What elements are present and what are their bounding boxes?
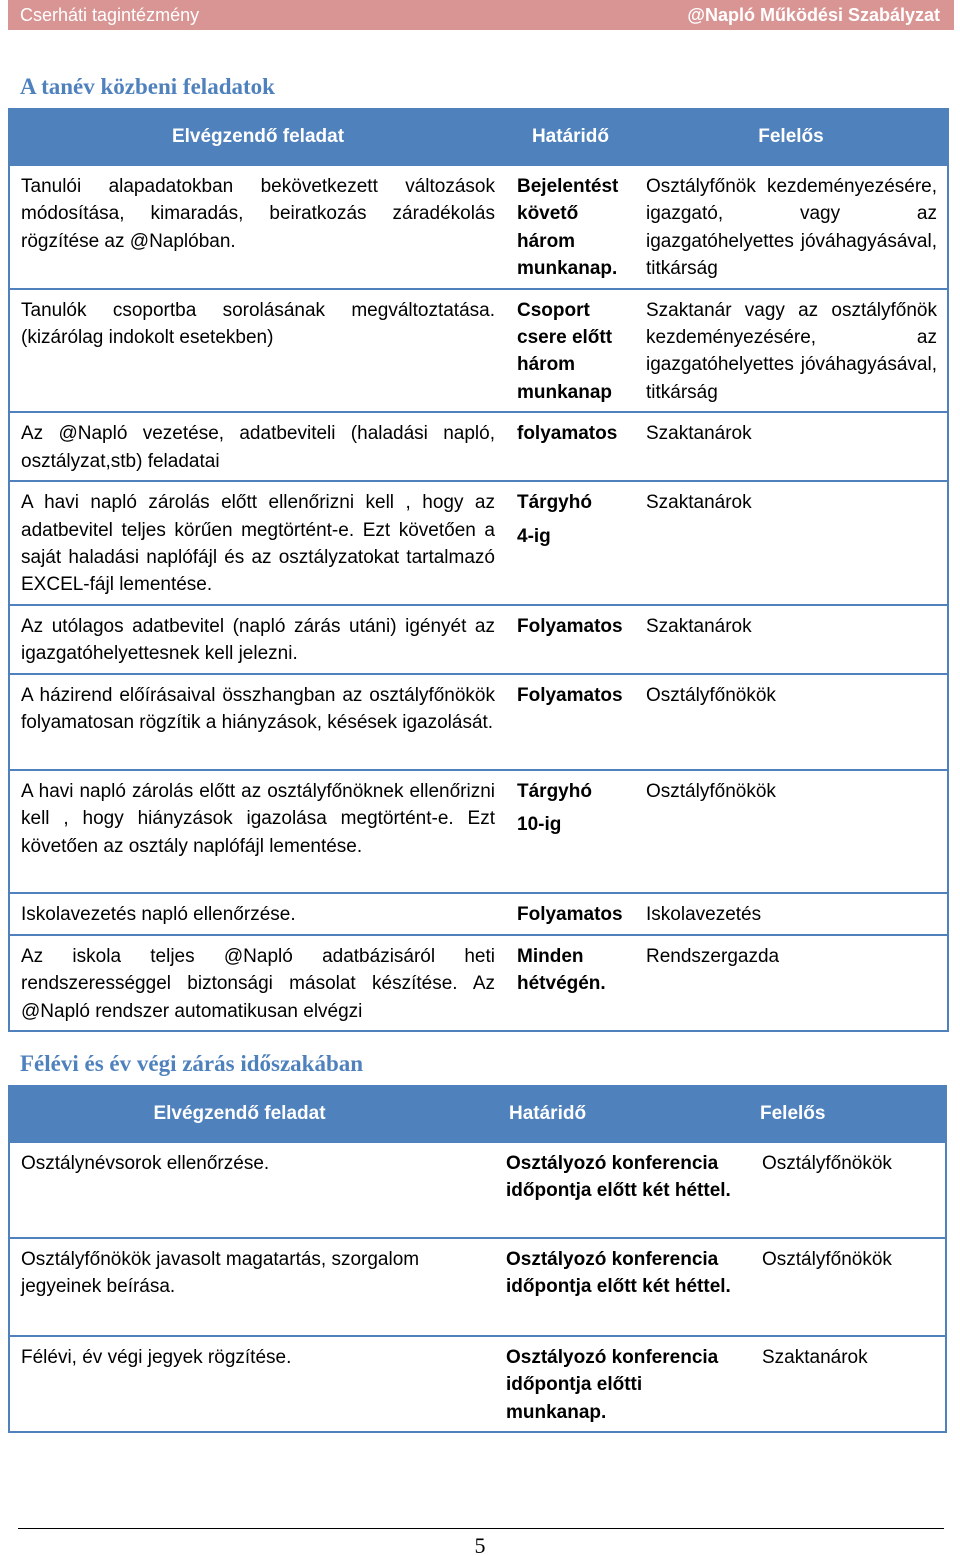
responsible-cell: Szaktanárok: [635, 412, 948, 481]
responsible-cell: Osztályfőnökök: [635, 770, 948, 893]
deadline-cell: Folyamatos: [506, 605, 635, 674]
footer-divider: [18, 1528, 944, 1529]
responsible-cell: Osztályfőnök kezdeményezésére, igazgató, vagy az igazgatóhelyettes jóváhagyásával, titkárság: [635, 165, 948, 289]
task-cell: A havi napló zárolás előtt az osztályfőnöknek ellenőrizni kell , hogy hiányzások igazolása megtörtént-e. Ezt követően az osztály naplófájl lementése.: [9, 770, 506, 893]
task-cell: Osztályfőnökök javasolt magatartás, szorgalom jegyeinek beírása.: [9, 1238, 495, 1336]
responsible-cell: Rendszergazda: [635, 935, 948, 1031]
section-title-school-year-tasks: A tanév közbeni feladatok: [20, 74, 275, 99]
table-header-row: [9, 109, 948, 165]
responsible-cell: Iskolavezetés: [635, 893, 948, 935]
deadline-line-1: Tárgyhó: [517, 780, 592, 802]
deadline-cell: folyamatos: [506, 412, 635, 481]
task-cell: Iskolavezetés napló ellenőrzése.: [9, 893, 506, 935]
deadline-cell: Minden hétvégén.: [506, 935, 635, 1031]
table-row: [9, 289, 948, 413]
responsible-cell: Szaktanárok: [635, 481, 948, 605]
header-document-title: @Napló Működési Szabályzat: [687, 4, 940, 25]
responsible-cell: Osztályfőnökök: [635, 674, 948, 770]
table-row: [9, 605, 948, 674]
table-header-row: [9, 1086, 946, 1142]
task-cell: Az utólagos adatbevitel (napló zárás utáni) igényét az igazgatóhelyettesnek kell jelezni.: [9, 605, 506, 674]
deadline-cell: Folyamatos: [506, 674, 635, 770]
deadline-cell: Folyamatos: [506, 893, 635, 935]
deadline-line-2: 10-ig: [517, 814, 562, 836]
table-row: [9, 1238, 946, 1336]
task-cell: Tanulók csoportba sorolásának megváltoztatása. (kizárólag indokolt esetekben): [9, 289, 506, 413]
deadline-cell: [506, 770, 635, 893]
task-cell: Az @Napló vezetése, adatbeviteli (haladási napló, osztályzat,stb) feladatai: [9, 412, 506, 481]
deadline-cell: Osztályozó konferencia időpontja előtt két héttel.: [495, 1142, 754, 1238]
table-row: [9, 674, 948, 770]
deadline-line-2: 4-ig: [517, 525, 551, 547]
deadline-cell: Csoport csere előtt három munkanap: [506, 289, 635, 413]
responsible-cell: Osztályfőnökök: [754, 1142, 946, 1238]
task-cell: Tanulói alapadatokban bekövetkezett változások módosítása, kimaradás, beiratkozás záradékolás rögzítése az @Naplóban.: [9, 165, 506, 289]
table-row: [9, 935, 948, 1031]
page-number: 5: [474, 1533, 486, 1556]
deadline-cell: Bejelentést követő három munkanap.: [506, 165, 635, 289]
column-header-task: Elvégzendő feladat: [9, 109, 506, 165]
column-header-deadline: Határidő: [495, 1086, 754, 1142]
deadline-cell: [506, 481, 635, 605]
deadline-cell: Osztályozó konferencia időpontja előtti munkanap.: [495, 1336, 754, 1432]
header-institution: Cserháti tagintézmény: [20, 4, 200, 25]
deadline-cell: Osztályozó konferencia időpontja előtt két héttel.: [495, 1238, 754, 1336]
task-cell: Osztálynévsorok ellenőrzése.: [9, 1142, 495, 1238]
column-header-responsible: Felelős: [635, 109, 948, 165]
school-year-tasks-table: [8, 108, 949, 1032]
table-row: [9, 1142, 946, 1238]
responsible-cell: Szaktanárok: [635, 605, 948, 674]
responsible-cell: Szaktanár vagy az osztályfőnök kezdeményezésére, az igazgatóhelyettes jóváhagyásával, titkárság: [635, 289, 948, 413]
table-row: [9, 412, 948, 481]
deadline-line-1: Tárgyhó: [517, 492, 592, 514]
table-row: [9, 165, 948, 289]
task-cell: Az iskola teljes @Napló adatbázisáról heti rendszerességgel biztonsági másolat készítése. Az @Napló rendszer automatikusan elvégzi: [9, 935, 506, 1031]
task-cell: Félévi, év végi jegyek rögzítése.: [9, 1336, 495, 1432]
page-header: [8, 0, 954, 30]
task-cell: A havi napló zárolás előtt ellenőrizni kell , hogy az adatbevitel teljes körűen megtörtént-e. Ezt követően a saját haladási naplófájl és az osztályzatokat tartalmazó EXCEL-fájl lementése.: [9, 481, 506, 605]
table-row: [9, 770, 948, 893]
semester-closing-table: [8, 1085, 947, 1433]
responsible-cell: Osztályfőnökök: [754, 1238, 946, 1336]
table-row: [9, 481, 948, 605]
responsible-cell: Szaktanárok: [754, 1336, 946, 1432]
column-header-task: Elvégzendő feladat: [9, 1086, 495, 1142]
column-header-deadline: Határidő: [506, 109, 635, 165]
section-title-semester-closing: Félévi és év végi zárás időszakában: [20, 1051, 364, 1076]
table-row: [9, 1336, 946, 1432]
task-cell: A házirend előírásaival összhangban az osztályfőnökök folyamatosan rögzítik a hiányzások, késések igazolását.: [9, 674, 506, 770]
table-row: [9, 893, 948, 935]
column-header-responsible: Felelős: [754, 1086, 946, 1142]
